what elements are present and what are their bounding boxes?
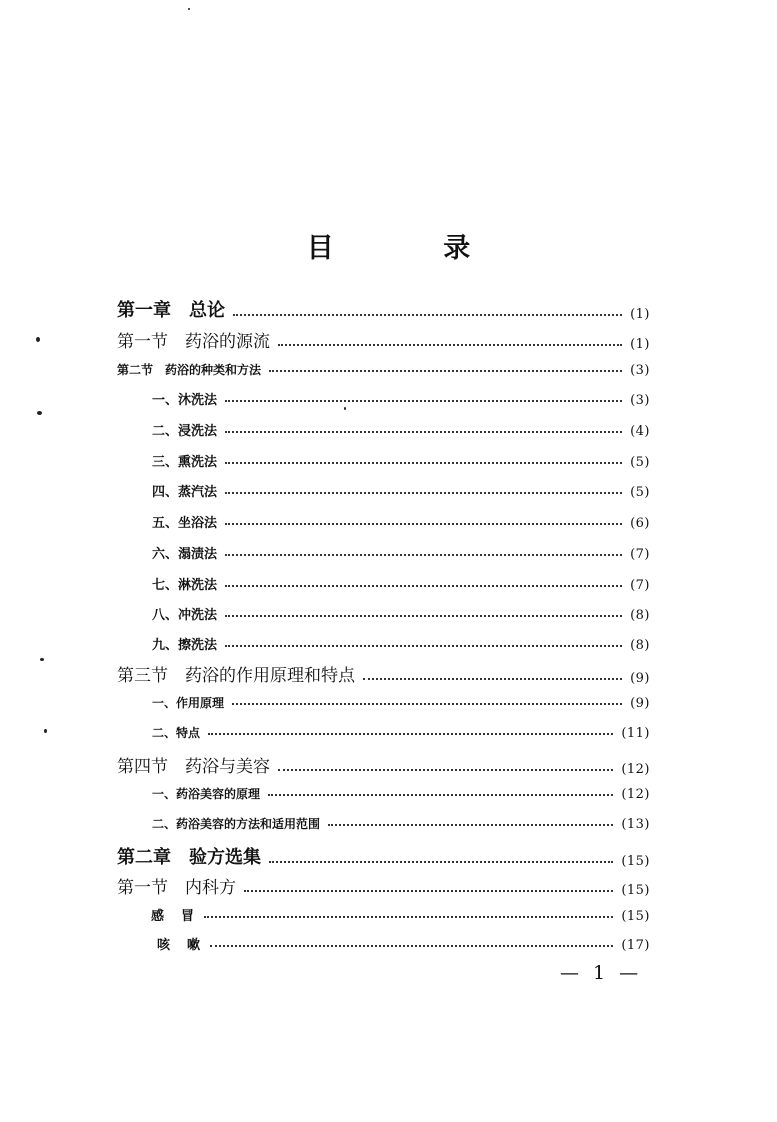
- toc-label: 第二节 药浴的种类和方法: [117, 363, 262, 377]
- toc-page: (5): [630, 455, 650, 470]
- toc-row[interactable]: [152, 785, 650, 802]
- dot-leader: [244, 890, 613, 892]
- toc-label: 一、药浴美容的原理: [152, 787, 261, 801]
- toc-row[interactable]: [152, 815, 650, 832]
- dot-leader: [269, 370, 622, 372]
- toc-label: 三、熏洗法: [152, 455, 218, 470]
- toc-page: (7): [630, 578, 650, 593]
- toc-label: 二、药浴美容的方法和适用范围: [152, 817, 321, 831]
- toc-page: (7): [630, 547, 650, 562]
- scan-speck: [344, 407, 346, 410]
- toc-page: (17): [621, 938, 650, 953]
- toc-row[interactable]: [117, 873, 650, 898]
- page-title: 目 录: [306, 233, 521, 264]
- toc-label: 五、坐浴法: [152, 516, 218, 531]
- toc-label: 第三节 药浴的作用原理和特点: [117, 666, 355, 686]
- toc-page: (13): [621, 817, 650, 832]
- toc-page: (1): [630, 307, 650, 322]
- toc-page: (5): [630, 485, 650, 500]
- toc-row[interactable]: [152, 512, 650, 531]
- dot-leader: [278, 769, 613, 771]
- toc-page: (12): [621, 787, 650, 802]
- toc-page: (8): [630, 608, 650, 623]
- toc-row[interactable]: [117, 843, 650, 869]
- toc-row[interactable]: [152, 694, 650, 711]
- dot-leader: [225, 645, 622, 647]
- toc-label: 九、擦洗法: [152, 638, 218, 653]
- dot-leader: [204, 916, 613, 918]
- dot-leader: [225, 615, 622, 617]
- dot-leader: [210, 945, 613, 947]
- dot-leader: [225, 400, 622, 402]
- dot-leader: [233, 314, 622, 316]
- toc-row[interactable]: [152, 724, 650, 741]
- toc-label: 七、淋洗法: [152, 578, 218, 593]
- toc-label: 第四节 药浴与美容: [117, 757, 270, 777]
- toc-row[interactable]: [152, 634, 650, 653]
- page-number: — 1 —: [560, 962, 643, 984]
- toc-label: 第一章 总论: [117, 300, 225, 321]
- dot-leader: [225, 523, 622, 525]
- dot-leader: [225, 492, 622, 494]
- dot-leader: [328, 824, 613, 826]
- toc-page: (4): [630, 424, 650, 439]
- toc-row[interactable]: [152, 481, 650, 500]
- dot-leader: [269, 861, 613, 863]
- dot-leader: [232, 703, 622, 705]
- dot-leader: [225, 585, 622, 587]
- scan-speck: [188, 8, 190, 10]
- toc-row[interactable]: [157, 934, 650, 953]
- toc-row[interactable]: [152, 604, 650, 623]
- toc-label: 一、沐洗法: [152, 393, 218, 408]
- toc-row[interactable]: [152, 451, 650, 470]
- toc-page: (6): [630, 516, 650, 531]
- toc-row[interactable]: [152, 420, 650, 439]
- toc-label: 一、作用原理: [152, 696, 225, 710]
- toc-page: (3): [630, 363, 650, 378]
- scan-speck: [40, 658, 44, 661]
- toc-label: 感 冒: [151, 909, 197, 924]
- toc-row[interactable]: [152, 574, 650, 593]
- toc-row[interactable]: [151, 905, 650, 924]
- toc-page: (15): [621, 909, 650, 924]
- toc-row[interactable]: [117, 661, 650, 686]
- toc-label: 八、冲洗法: [152, 608, 218, 623]
- dot-leader: [278, 344, 622, 346]
- toc-label: 第二章 验方选集: [117, 847, 261, 868]
- toc-page: (8): [630, 638, 650, 653]
- dot-leader: [225, 462, 622, 464]
- dot-leader: [268, 794, 613, 796]
- scan-speck: [44, 729, 47, 733]
- toc-page: (12): [621, 762, 650, 777]
- toc-page: (15): [621, 883, 650, 898]
- toc-label: 二、特点: [152, 726, 201, 740]
- toc-label: 四、蒸汽法: [152, 485, 218, 500]
- toc-page: (9): [630, 671, 650, 686]
- toc-row[interactable]: [152, 389, 650, 408]
- toc-label: 二、浸洗法: [152, 424, 218, 439]
- toc-row[interactable]: [117, 296, 650, 322]
- toc-page: (3): [630, 393, 650, 408]
- toc-row[interactable]: [117, 752, 650, 777]
- toc-page: (15): [621, 854, 650, 869]
- toc-page: (1): [630, 337, 650, 352]
- scan-speck: [37, 411, 42, 415]
- toc-row[interactable]: [117, 361, 650, 378]
- dot-leader: [225, 554, 622, 556]
- toc-label: 第一节 药浴的源流: [117, 332, 270, 352]
- toc-page: (9): [630, 696, 650, 711]
- toc-label: 咳 嗽: [157, 938, 203, 953]
- toc-row[interactable]: [152, 543, 650, 562]
- toc-page: (11): [621, 726, 650, 741]
- toc-row[interactable]: [117, 327, 650, 352]
- dot-leader: [225, 431, 622, 433]
- dot-leader: [363, 678, 622, 680]
- toc-label: 六、溻渍法: [152, 547, 218, 562]
- dot-leader: [208, 733, 613, 735]
- toc-label: 第一节 内科方: [117, 878, 236, 898]
- scan-speck: [36, 337, 40, 342]
